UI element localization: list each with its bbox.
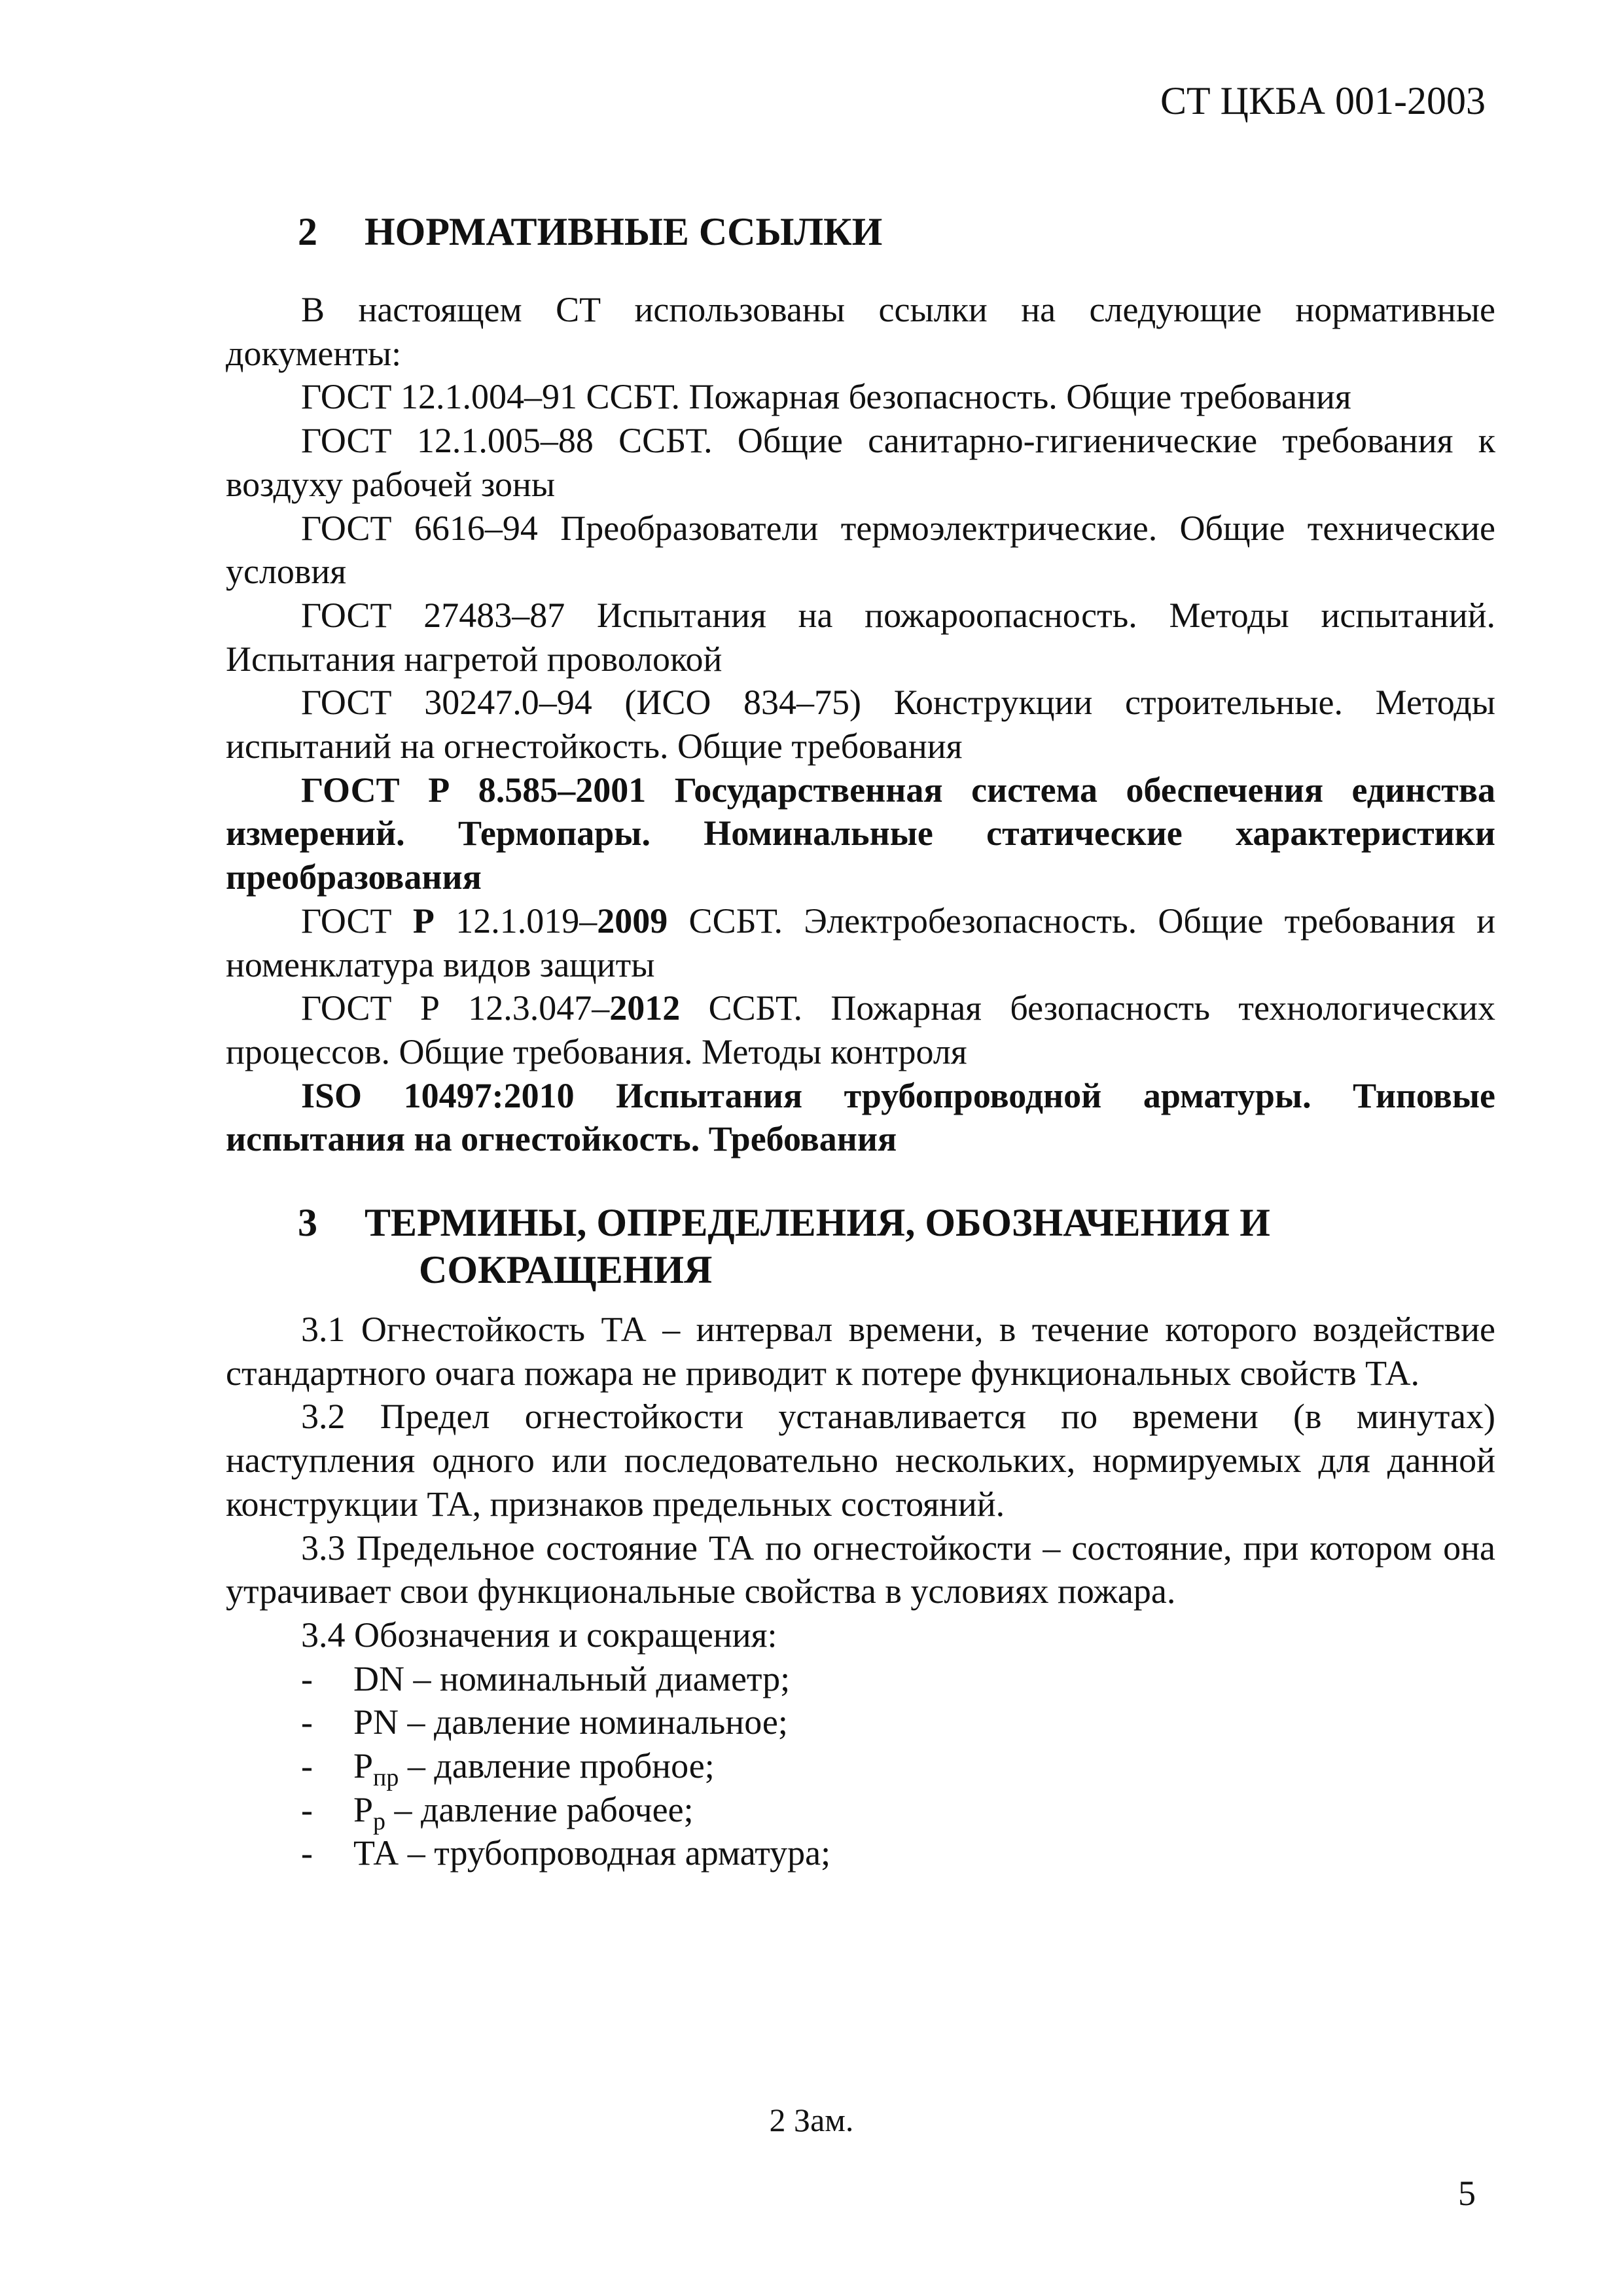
abbreviation-list: [226, 1657, 1495, 1876]
section-title: НОРМАТИВНЫЕ ССЫЛКИ: [365, 210, 883, 253]
references-intro: В настоящем СТ использованы ссылки на следующие нормативные документы:: [226, 290, 1495, 373]
reference-item: ГОСТ 6616–94 Преобразователи термоэлектрические. Общие технические условия: [226, 508, 1495, 592]
abbreviation-term: ТА: [353, 1833, 399, 1873]
reference-item: ГОСТ 30247.0–94 (ИСО 834–75) Конструкции строительные. Методы испытаний на огнестойкость. Общие требования: [226, 683, 1495, 766]
abbreviation-definition: – давление пробное;: [399, 1746, 715, 1786]
reference-item: [226, 899, 1495, 986]
section-title-line1: ТЕРМИНЫ, ОПРЕДЕЛЕНИЯ, ОБОЗНАЧЕНИЯ И: [365, 1201, 1270, 1244]
list-dash: -: [301, 1789, 313, 1829]
clause: 3.2 Предел огнестойкости устанавливается по времени (в минутах) наступления одного или последовательно нескольких, нормируемых для данной конструкции ТА, признаков предельных состояний.: [226, 1397, 1495, 1524]
reference-item: ГОСТ Р 8.585–2001 Государственная система обеспечения единства измерений. Термопары. Номинальные статические характеристики преобразования: [226, 770, 1495, 897]
reference-fragment: ССБТ. Пожарная безопасность технологических процессов. Общие требования. Методы контроля: [226, 988, 1495, 1071]
clause: 3.3 Предельное состояние ТА по огнестойкости – состояние, при котором она утрачивает свои функциональные свойства в условиях пожара.: [226, 1528, 1495, 1611]
clause: 3.1 Огнестойкость ТА – интервал времени, в течение которого воздействие стандартного очага пожара не приводит к потере функциональных свойств ТА.: [226, 1310, 1495, 1393]
reference-bold-fragment: 2009: [597, 901, 668, 941]
abbreviation-definition: – давление номинальное;: [399, 1702, 788, 1742]
abbreviation-subscript: р: [373, 1807, 386, 1835]
clause: 3.4 Обозначения и сокращения:: [301, 1615, 777, 1655]
list-item: [226, 1657, 1495, 1701]
terms-block: [226, 1308, 1495, 1875]
section-3-heading: [298, 1199, 1270, 1293]
abbreviation-term: PN: [353, 1702, 399, 1742]
section-title-line2: СОКРАЩЕНИЯ: [419, 1248, 713, 1291]
section-number: 2: [298, 210, 317, 253]
list-dash: -: [301, 1659, 313, 1698]
document-code: СТ ЦКБА 001-2003: [1160, 79, 1486, 122]
reference-item: ISO 10497:2010 Испытания трубопроводной арматуры. Типовые испытания на огнестойкость. Требования: [226, 1075, 1495, 1159]
abbreviation-definition: – трубопроводная арматура;: [399, 1833, 831, 1873]
reference-bold-fragment: 2012: [609, 988, 681, 1028]
reference-item: [226, 986, 1495, 1073]
abbreviation-term: P: [353, 1746, 374, 1786]
reference-item: ГОСТ 12.1.005–88 ССБТ. Общие санитарно-гигиенические требования к воздуху рабочей зоны: [226, 421, 1495, 504]
list-item: [226, 1700, 1495, 1744]
list-item: [226, 1744, 1495, 1791]
reference-item: ГОСТ 27483–87 Испытания на пожароопасность. Методы испытаний. Испытания нагретой проволокой: [226, 595, 1495, 679]
abbreviation-definition: – давление рабочее;: [385, 1789, 694, 1829]
reference-bold-fragment: Р: [412, 901, 435, 941]
section-2-heading: [298, 208, 882, 255]
list-item: [226, 1788, 1495, 1835]
abbreviation-definition: – номинальный диаметр;: [404, 1659, 791, 1698]
list-item: [226, 1831, 1495, 1875]
abbreviation-term: DN: [353, 1659, 404, 1698]
abbreviation-subscript: пр: [373, 1763, 399, 1791]
reference-fragment: ГОСТ: [301, 901, 413, 941]
list-dash: -: [301, 1833, 313, 1873]
page-number: 5: [1458, 2174, 1476, 2213]
reference-fragment: 12.1.019–: [434, 901, 597, 941]
abbreviation-term: P: [353, 1789, 374, 1829]
reference-fragment: ССБТ. Электробезопасность. Общие требования и номенклатура видов защиты: [226, 901, 1496, 984]
list-dash: -: [301, 1746, 313, 1786]
section-number: 3: [298, 1201, 317, 1244]
reference-item: ГОСТ 12.1.004–91 ССБТ. Пожарная безопасность. Общие требования: [301, 377, 1351, 417]
list-dash: -: [301, 1702, 313, 1742]
reference-fragment: ГОСТ Р 12.3.047–: [301, 988, 610, 1028]
normative-references: [226, 288, 1495, 1161]
amendment-note: 2 Зам.: [769, 2102, 854, 2138]
